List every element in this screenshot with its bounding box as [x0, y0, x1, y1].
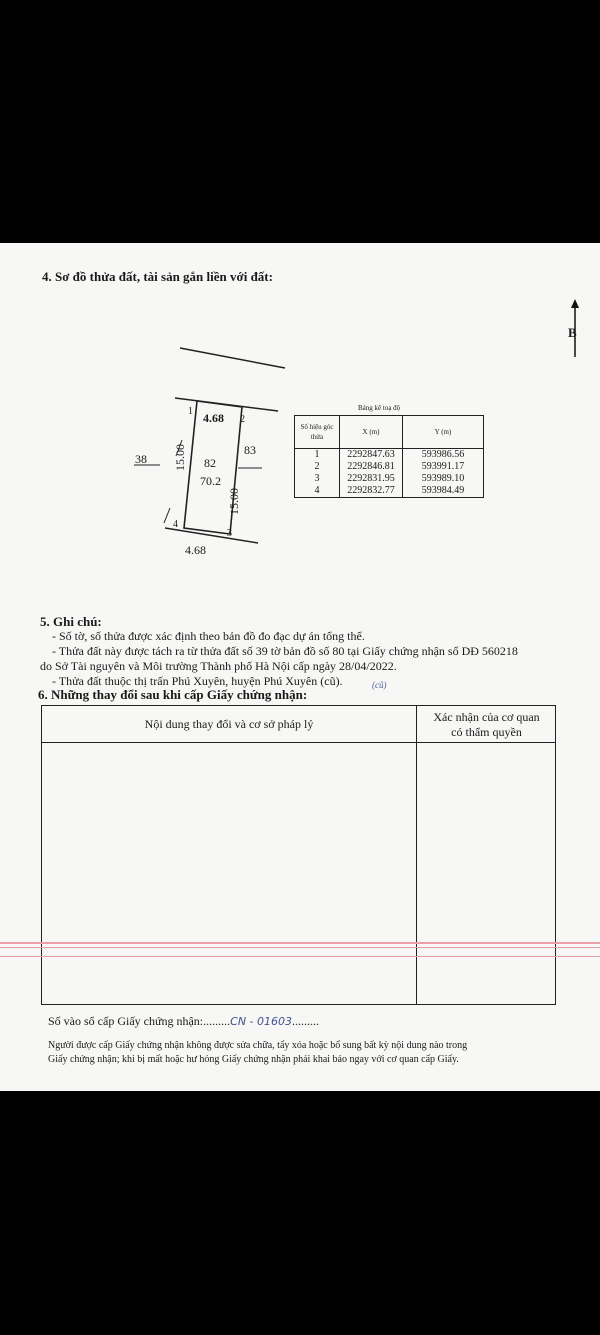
corner-3: 3 [227, 528, 232, 539]
certificate-page [0, 243, 600, 1091]
section-6-title: 6. Những thay đổi sau khi cấp Giấy chứng nhận: [38, 687, 308, 702]
coord-header-y: Y (m) [403, 416, 484, 449]
changes-table [41, 705, 556, 1005]
notes-section [40, 614, 518, 689]
note-line: - Thửa đất này được tách ra từ thửa đất số 39 tờ bản đồ số 80 tại Giấy chứng nhận số DĐ 560218 [52, 644, 518, 658]
coord-cell: 593989.10 [403, 473, 484, 485]
coord-cell: 2292832.77 [340, 485, 403, 498]
section-5-title: 5. Ghi chú: [40, 614, 102, 629]
lower-left-tick [164, 508, 170, 523]
registry-dots-after: ......... [292, 1014, 320, 1028]
corner-4: 4 [173, 519, 178, 530]
parcel-number: 82 [204, 456, 216, 470]
coord-cell: 3 [295, 473, 340, 485]
parcel-area: 70.2 [200, 474, 221, 488]
road-line [180, 348, 285, 368]
section-4-title: 4. Sơ đồ thửa đất, tài sản gắn liền với đất: [42, 269, 273, 284]
coord-cell: 593986.56 [403, 449, 484, 462]
coord-cell: 1 [295, 449, 340, 462]
table-row [295, 473, 484, 485]
coord-header-x: X (m) [340, 416, 403, 449]
table-row [295, 485, 484, 498]
changes-header-authority [416, 710, 557, 740]
coord-cell: 2292847.63 [340, 449, 403, 462]
coord-cell: 2292846.81 [340, 461, 403, 473]
note-line: do Sở Tài nguyên và Môi trường Thành phố Hà Nội cấp ngày 28/04/2022. [40, 659, 397, 673]
authority-line-1: Xác nhận của cơ quan [433, 710, 540, 724]
neighbor-parcel-right: 83 [244, 443, 256, 457]
neighbor-parcel-left: 38 [135, 452, 147, 466]
coord-cell: 593984.49 [403, 485, 484, 498]
coord-table-caption: Bảng kê toạ độ [358, 404, 401, 412]
registry-dots-before: ......... [203, 1014, 231, 1028]
header-divider [42, 742, 555, 743]
corner-1: 1 [188, 406, 193, 417]
handwritten-mark: (cũ) [372, 680, 387, 690]
registry-label: Số vào sổ cấp Giấy chứng nhận: [48, 1014, 204, 1028]
scan-artifact-line [0, 956, 600, 957]
north-label: B [568, 325, 577, 340]
bottom-edge-length: 4.68 [185, 543, 206, 557]
corner-2: 2 [240, 414, 245, 425]
bottom-boundary-line [165, 528, 258, 543]
note-line: - Thửa đất thuộc thị trấn Phú Xuyên, huyện Phú Xuyên (cũ). [52, 674, 343, 688]
coord-cell: 2 [295, 461, 340, 473]
footer-line-2: Giấy chứng nhận; khi bị mất hoặc hư hỏng Giấy chứng nhận phải khai báo ngay với cơ quan cấp Giấy. [48, 1054, 459, 1065]
table-row [295, 449, 484, 462]
column-divider [416, 706, 417, 1004]
scan-artifact-line [0, 942, 600, 944]
footer-notice [48, 1039, 467, 1067]
left-edge-length: 15.00 [173, 444, 187, 471]
note-line: - Số tờ, số thửa được xác định theo bản đồ đo đạc dự án tổng thể. [52, 629, 365, 643]
coord-cell: 593991.17 [403, 461, 484, 473]
right-edge-length: 15.00 [227, 488, 241, 515]
coord-cell: 4 [295, 485, 340, 498]
registry-line [48, 1014, 319, 1029]
changes-header-content: Nội dung thay đổi và cơ sở pháp lý [144, 717, 314, 731]
coord-cell: 2292831.95 [340, 473, 403, 485]
top-edge-length: 4.68 [203, 411, 224, 425]
scan-artifact-line [0, 947, 600, 948]
coord-header-corner: Số hiệu góc thửa [295, 416, 340, 449]
footer-line-1: Người được cấp Giấy chứng nhận không được sửa chữa, tẩy xóa hoặc bổ sung bất kỳ nội dung nào trong [48, 1040, 468, 1051]
coord-table [294, 415, 484, 498]
registry-number: CN - 01603 [230, 1015, 293, 1028]
parcel-sketch [120, 338, 300, 558]
table-row [295, 461, 484, 473]
authority-line-2: có thẩm quyền [451, 725, 522, 739]
